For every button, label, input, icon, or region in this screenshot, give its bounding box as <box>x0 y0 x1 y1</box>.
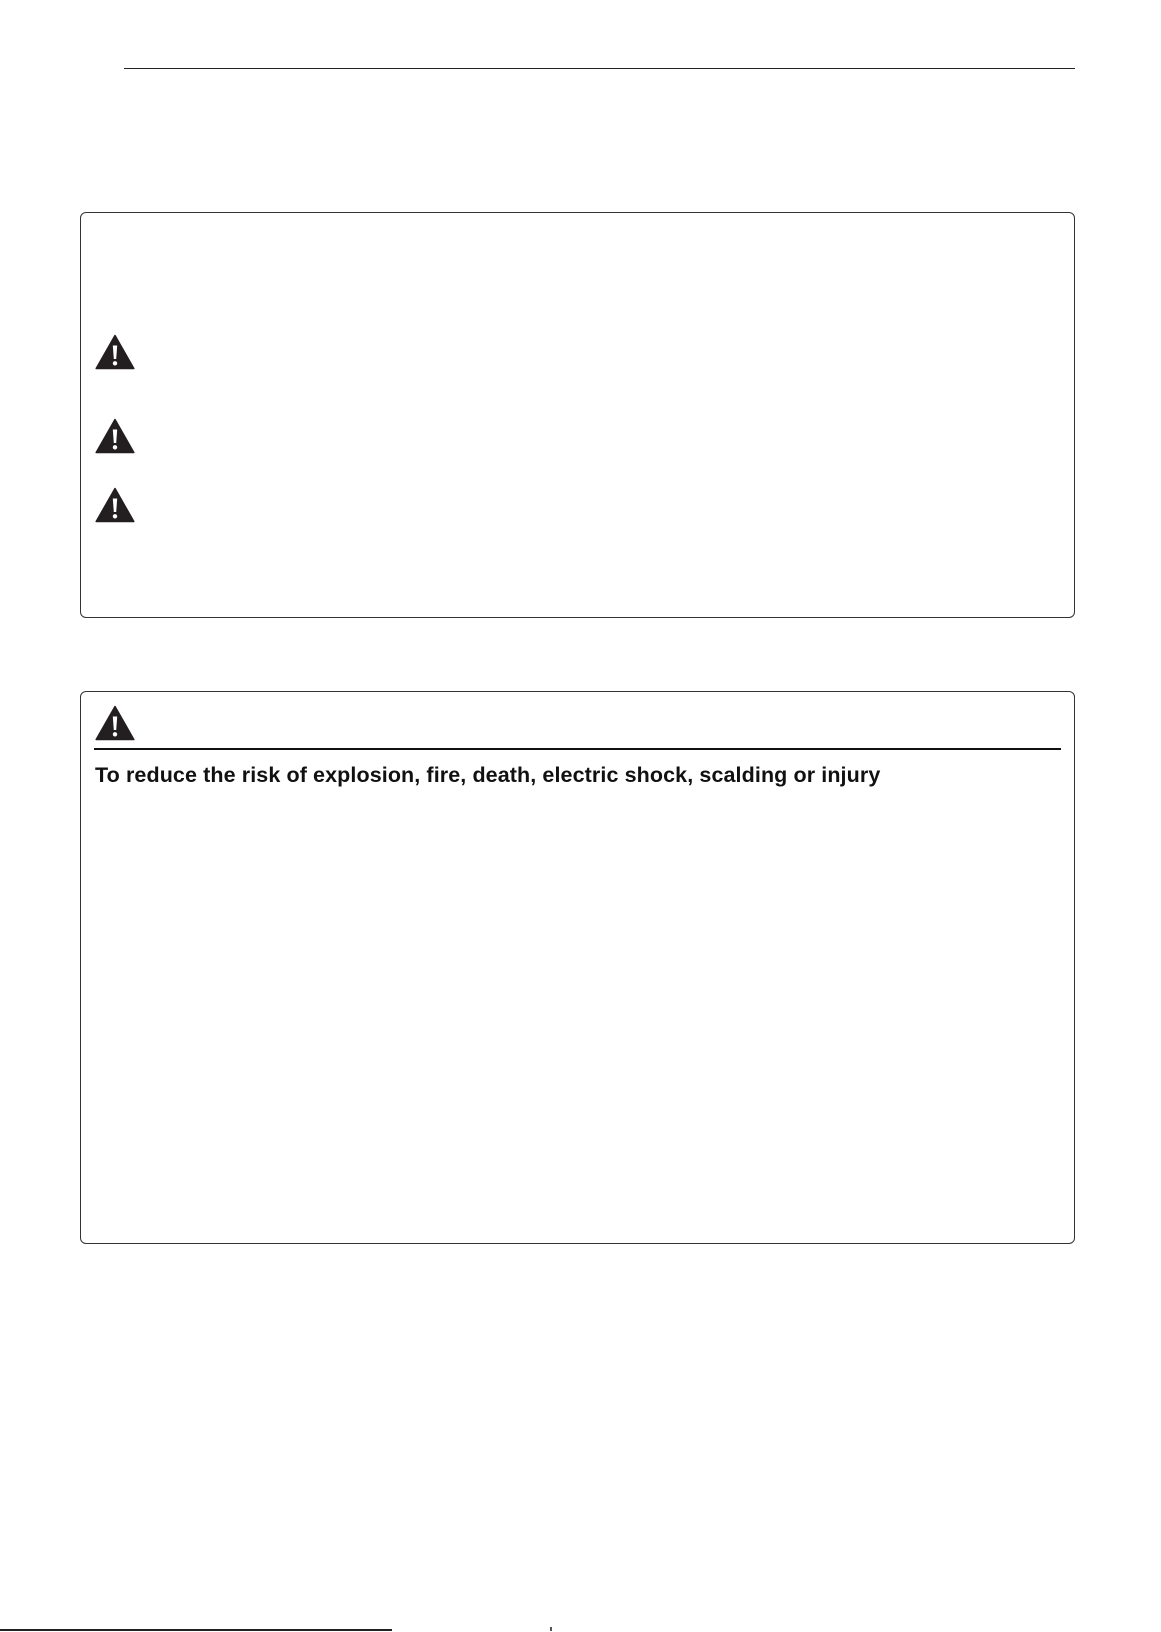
safety-definitions-box <box>80 212 1075 618</box>
warning-triangle-icon <box>95 418 135 454</box>
warning-triangle-icon <box>95 705 135 741</box>
risk-heading: To reduce the risk of explosion, fire, death, electric shock, scalding or injury <box>95 763 881 787</box>
header-rule <box>124 68 1075 69</box>
footer-mark <box>550 1627 552 1631</box>
warning-triangle-icon <box>95 487 135 523</box>
safety-instructions-box <box>80 691 1075 1244</box>
footer-rule <box>0 1629 392 1631</box>
section-divider <box>94 748 1061 750</box>
warning-triangle-icon <box>95 334 135 370</box>
